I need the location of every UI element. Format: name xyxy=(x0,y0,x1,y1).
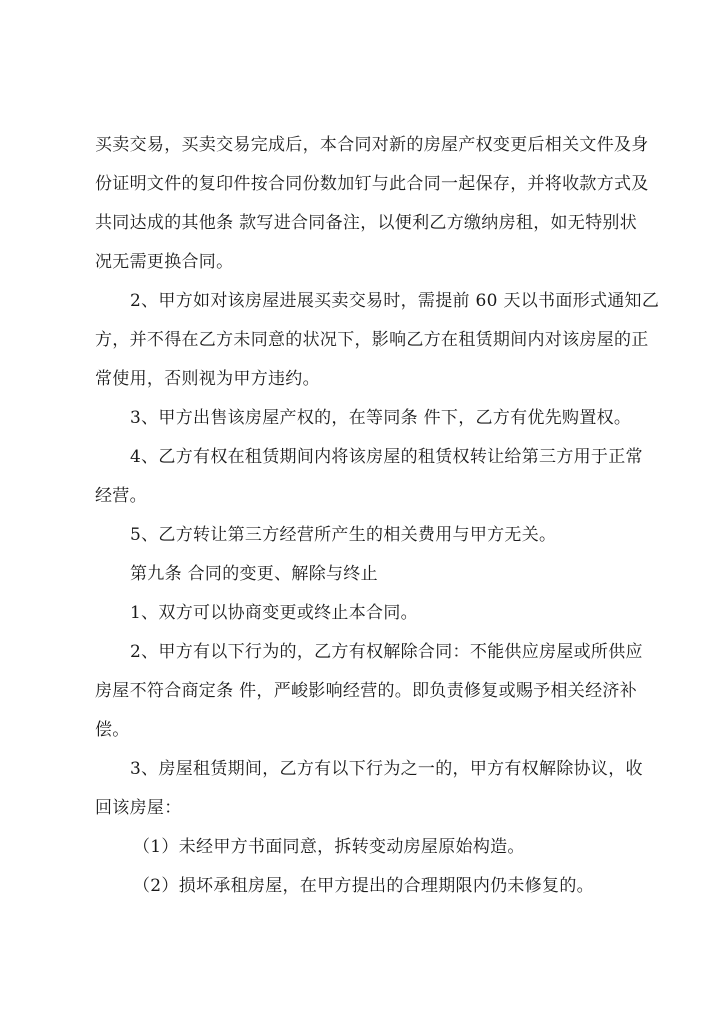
clause-3-line: 3、房屋租赁期间，乙方有以下行为之一的，甲方有权解除协议，收 xyxy=(130,759,643,779)
clause-3-line: 3、甲方出售该房屋产权的，在等同条 件下，乙方有优先购置权。 xyxy=(130,408,632,428)
paragraph-line: 共同达成的其他条 款写进合同备注，以便利乙方缴纳房租，如无特别状 xyxy=(95,213,638,233)
clause-2-line: 2、甲方有以下行为的，乙方有权解除合同：不能供应房屋或所供应 xyxy=(130,642,643,662)
clause-2-line: 2、甲方如对该房屋进展买卖交易时，需提前 60 天以书面形式通知乙 xyxy=(130,291,660,311)
paragraph-line: 房屋不符合商定条 件，严峻影响经营的。即负责修复或赐予相关经济补 xyxy=(95,681,638,701)
clause-5-line: 5、乙方转让第三方经营所产生的相关费用与甲方无关。 xyxy=(130,525,557,545)
sub-item-1: （1）未经甲方书面同意，拆转变动房屋原始构造。 xyxy=(133,837,525,857)
paragraph-line: 买卖交易，买卖交易完成后，本合同对新的房屋产权变更后相关文件及身 xyxy=(95,135,649,155)
paragraph-line: 份证明文件的复印件按合同份数加钉与此合同一起保存，并将收款方式及 xyxy=(95,174,649,194)
clause-4-line: 4、乙方有权在租赁期间内将该房屋的租赁权转让给第三方用于正常 xyxy=(130,447,643,467)
paragraph-line: 况无需更换合同。 xyxy=(95,252,234,272)
section-heading: 第九条 合同的变更、解除与终止 xyxy=(130,564,378,584)
paragraph-line: 偿。 xyxy=(95,720,130,740)
paragraph-line: 经营。 xyxy=(95,486,147,506)
clause-1-line: 1、双方可以协商变更或终止本合同。 xyxy=(130,603,418,623)
paragraph-line: 常使用，否则视为甲方违约。 xyxy=(95,369,320,389)
paragraph-line: 回该房屋： xyxy=(95,798,182,818)
paragraph-line: 方，并不得在乙方未同意的状况下，影响乙方在租赁期间内对该房屋的正 xyxy=(95,330,649,350)
sub-item-2: （2）损坏承租房屋，在甲方提出的合理期限内仍未修复的。 xyxy=(133,876,594,896)
